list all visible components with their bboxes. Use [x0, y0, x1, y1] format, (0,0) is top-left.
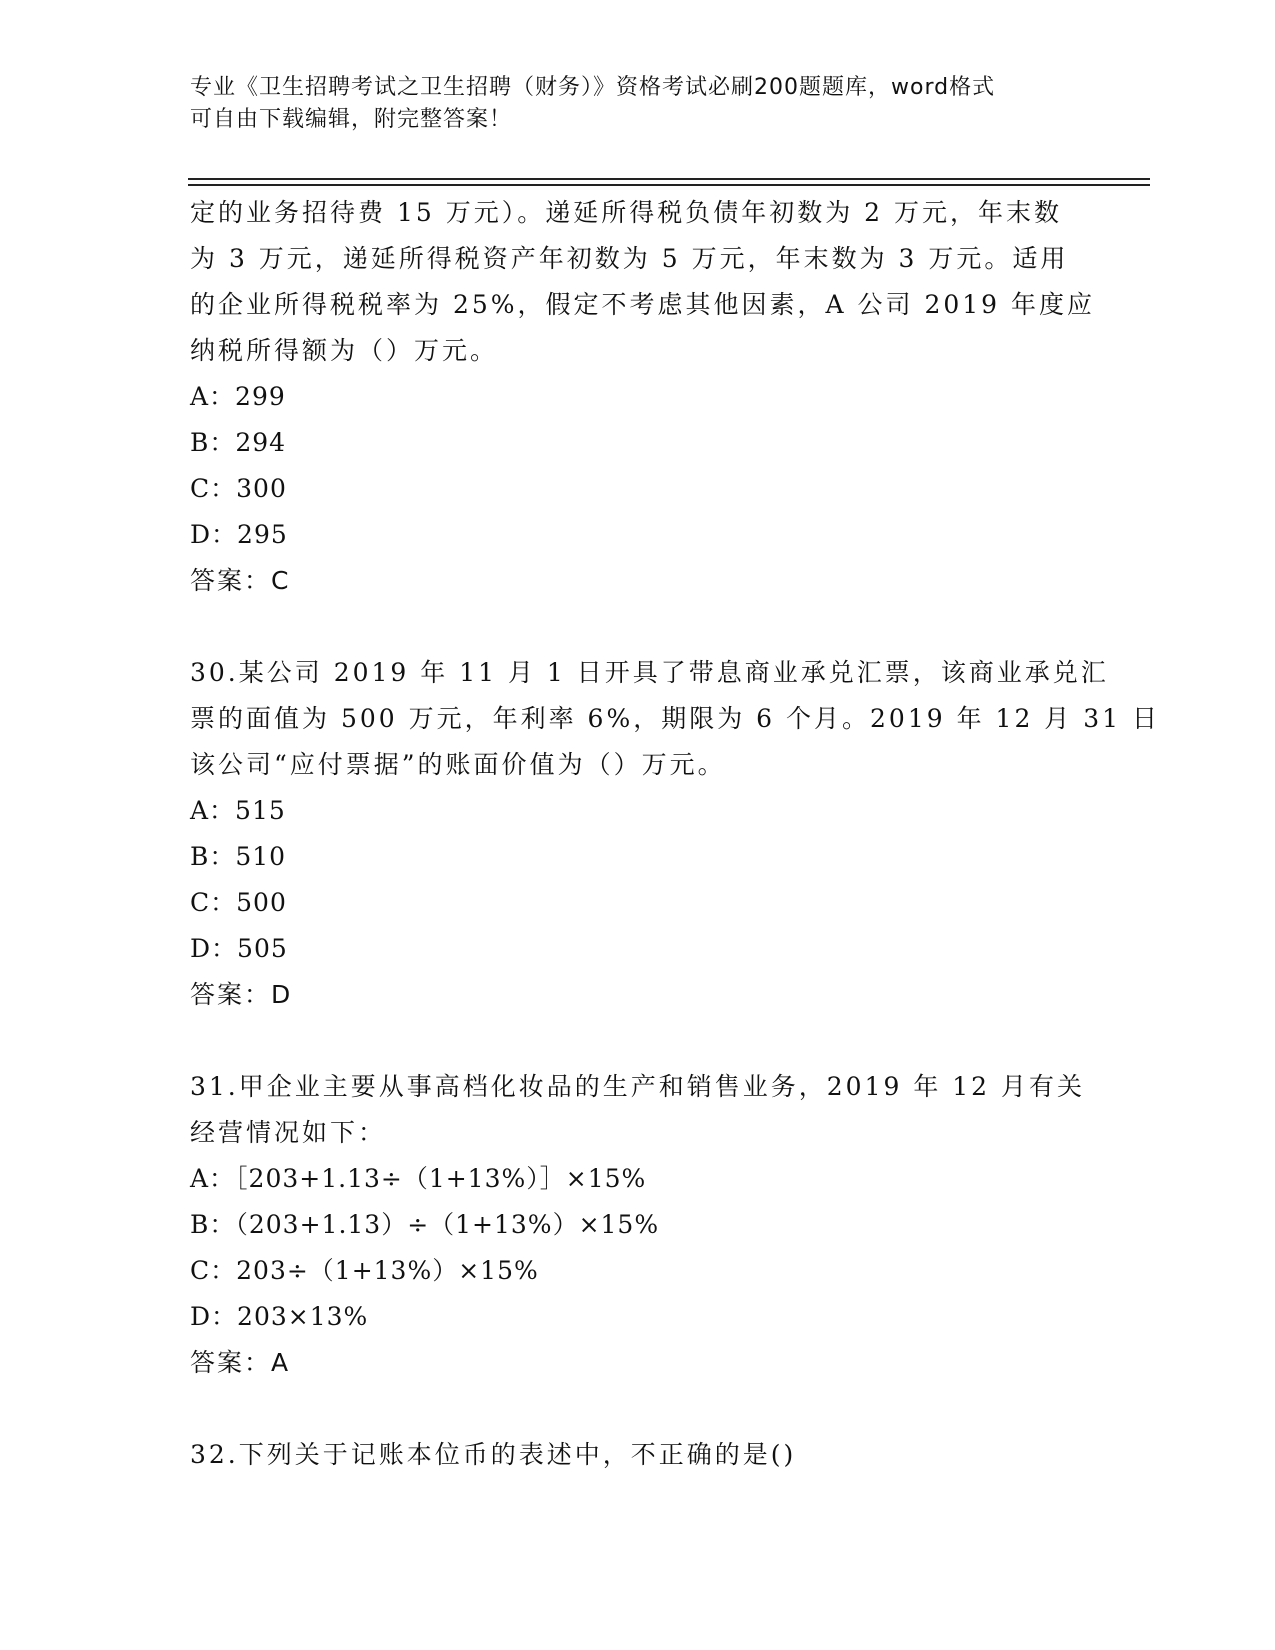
question-30 [190, 650, 1160, 1018]
option-a: A：299 [190, 382, 286, 411]
option-c: C：500 [190, 888, 287, 917]
question-32 [190, 1432, 1090, 1478]
option-c: C：300 [190, 474, 287, 503]
spacer [190, 1018, 1090, 1064]
question-29-fragment [190, 190, 1096, 604]
spacer [190, 604, 1090, 650]
header-title-line-1: 专业《卫生招聘考试之卫生招聘（财务）》资格考试必刷200题题库，word格式 [190, 75, 996, 100]
document-header [190, 72, 1090, 136]
answer-line: 答案：C [190, 566, 291, 595]
question-text-line: 纳税所得额为（）万元。 [190, 336, 499, 365]
spacer [190, 1386, 1090, 1432]
question-text-line: 经营情况如下： [190, 1118, 387, 1147]
option-c: C：203÷（1+13%）×15% [190, 1256, 539, 1285]
option-b: B：294 [190, 428, 287, 457]
option-d: D：505 [190, 934, 288, 963]
answer-line: 答案：D [190, 980, 293, 1009]
answer-line: 答案：A [190, 1348, 291, 1377]
question-text-line: 30.某公司 2019 年 11 月 1 日开具了带息商业承兑汇票，该商业承兑汇 [190, 658, 1109, 687]
question-text-line: 定的业务招待费 15 万元）。递延所得税负债年初数为 2 万元，年末数 [190, 198, 1063, 227]
option-b: B：510 [190, 842, 287, 871]
question-text-line: 31.甲企业主要从事高档化妆品的生产和销售业务，2019 年 12 月有关 [190, 1072, 1086, 1101]
option-a: A：［203+1.13÷（1+13%）］×15% [190, 1164, 647, 1193]
header-divider-bottom [188, 184, 1150, 186]
document-body [190, 190, 1160, 1478]
header-title-line-2: 可自由下载编辑，附完整答案！ [190, 107, 513, 132]
question-31 [190, 1064, 1090, 1386]
header-divider-top [188, 178, 1150, 180]
option-a: A：515 [190, 796, 286, 825]
option-d: D：203×13% [190, 1302, 369, 1331]
question-text-line: 的企业所得税税率为 25%，假定不考虑其他因素，A 公司 2019 年度应 [190, 290, 1096, 319]
question-text-line: 票的面值为 500 万元，年利率 6%，期限为 6 个月。2019 年 12 月 31 日 [190, 704, 1160, 733]
option-b: B：（203+1.13）÷（1+13%）×15% [190, 1210, 660, 1239]
option-d: D：295 [190, 520, 288, 549]
question-text-line: 该公司“应付票据”的账面价值为（）万元。 [190, 750, 726, 779]
question-text-line: 32.下列关于记账本位币的表述中，不正确的是() [190, 1440, 797, 1469]
question-text-line: 为 3 万元，递延所得税资产年初数为 5 万元，年末数为 3 万元。适用 [190, 244, 1069, 273]
